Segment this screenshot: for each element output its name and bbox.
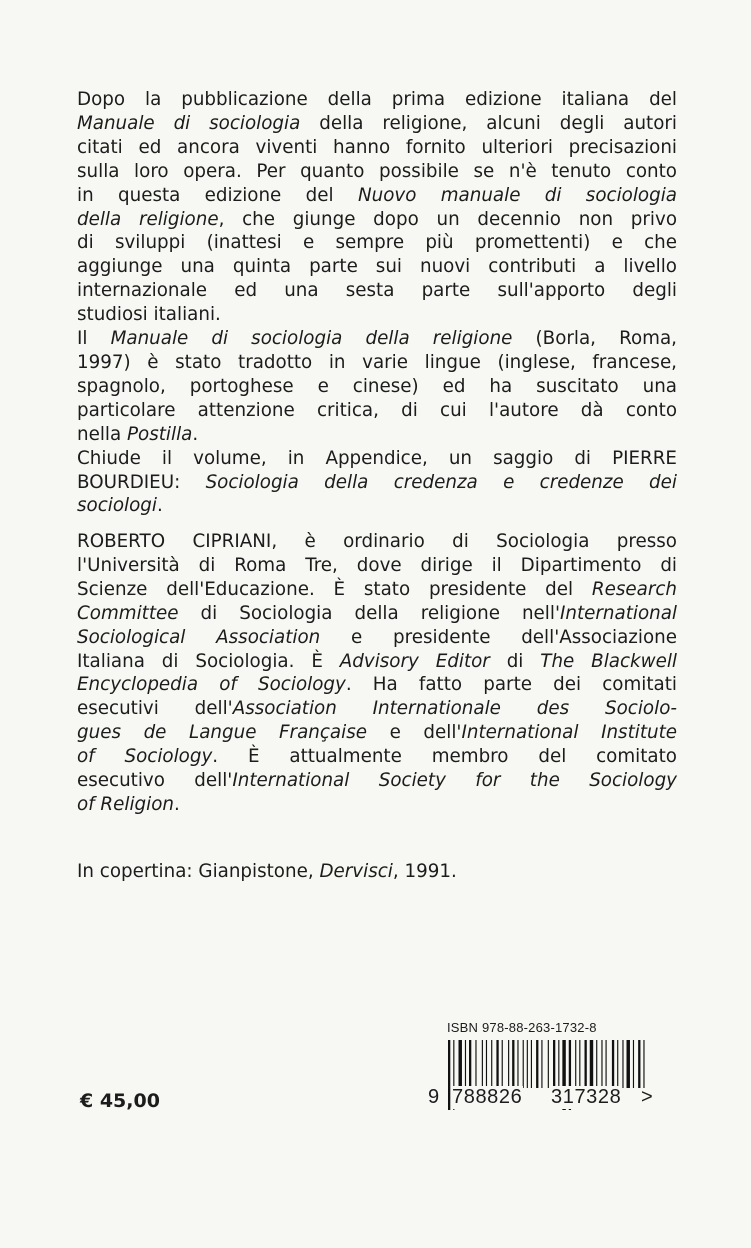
barcode-quiet-zone-marker: >: [641, 1086, 653, 1108]
text-line: [77, 351, 677, 375]
barcode-bar: [596, 1040, 597, 1088]
cover-credit: [77, 860, 677, 884]
text-line: [77, 494, 677, 518]
barcode-bar: [617, 1040, 618, 1088]
text-line: [77, 626, 677, 650]
text-run: BOURDIEU:: [77, 471, 206, 493]
text-line: [77, 112, 677, 136]
text-line: [77, 578, 677, 602]
barcode-bar: [553, 1040, 555, 1088]
italic-text: International: [560, 602, 677, 624]
text-line: [77, 602, 677, 626]
barcode-bar: [585, 1040, 587, 1088]
barcode-bar: [601, 1040, 602, 1088]
barcode-bar: [469, 1040, 471, 1088]
italic-text: Nuovo manuale di sociologia: [357, 184, 677, 206]
text-line: [77, 375, 677, 399]
barcode-bar: [633, 1040, 634, 1088]
text-run: e dell': [366, 722, 462, 744]
barcode-bar: [579, 1040, 580, 1088]
barcode-bar: [459, 1040, 462, 1088]
text-run: della religione, alcuni degli autori: [300, 112, 677, 134]
barcode-bar: [517, 1040, 518, 1088]
barcode-bar: [590, 1040, 593, 1088]
text-line: [77, 554, 677, 578]
barcode-bar: [536, 1040, 538, 1088]
text-run: ROBERTO CIPRIANI, è ordinario di Sociologia presso: [77, 531, 677, 552]
barcode-bar: [496, 1040, 498, 1088]
barcode-bar: [558, 1040, 559, 1088]
text-line: [77, 793, 677, 817]
italic-text: of Sociology: [77, 746, 213, 768]
text-line: [77, 721, 677, 745]
text-line: [77, 769, 677, 793]
italic-text: Manuale di sociologia della religione: [110, 328, 513, 350]
text-line: [77, 697, 677, 721]
italic-text: International Society for the Sociology: [232, 770, 677, 792]
text-line: [77, 745, 677, 769]
barcode-bar: [491, 1040, 492, 1088]
italic-text: Sociological Association: [77, 626, 321, 648]
italic-text: Encyclopedia of Sociology: [77, 674, 346, 696]
text-run: in questa edizione del: [77, 184, 358, 206]
text-run: .: [174, 793, 180, 815]
text-line: [77, 303, 677, 327]
italic-text: Association Internationale des Sociolo-: [232, 698, 677, 720]
barcode-bar: [541, 1040, 542, 1088]
price-label: € 45,00: [80, 1090, 160, 1112]
barcode-bar: [508, 1040, 509, 1088]
text-line: [77, 447, 677, 471]
italic-text: Manuale di sociologia: [77, 112, 301, 134]
barcode-bar: [475, 1040, 476, 1088]
text-run: esecutivo dell': [77, 770, 233, 792]
text-line: [77, 208, 677, 232]
barcode-bar: [482, 1040, 483, 1088]
text-run: Scienze dell'Educazione. È stato presidente del: [77, 578, 592, 600]
italic-text: Committee: [77, 602, 179, 624]
text-line: [77, 184, 677, 208]
barcode-bar: [523, 1040, 524, 1088]
italic-text: Sociologia della credenza e credenze dei: [205, 471, 677, 493]
barcode-bar: [512, 1040, 514, 1088]
text-run: di sviluppi (inattesi e sempre più promettenti) e che: [77, 232, 677, 254]
barcode-digits-left: 788826: [452, 1086, 523, 1108]
author-bio-paragraph: [77, 530, 677, 817]
text-run: sulla loro opera. Per quanto possibile se n'è tenuto conto: [77, 160, 677, 182]
text-line: [77, 423, 677, 447]
barcode-bar: [627, 1040, 630, 1088]
barcode-bar: [622, 1040, 623, 1088]
barcode-bar: [575, 1040, 576, 1088]
italic-text: Dervisci: [319, 861, 393, 882]
text-run: , 1991.: [392, 861, 457, 882]
barcode-bar: [643, 1040, 644, 1088]
italic-text: International Institute: [461, 722, 677, 744]
text-run: studiosi italiani.: [77, 304, 221, 326]
text-line: [77, 860, 677, 884]
barcode-bar: [606, 1040, 607, 1088]
text-run: particolare attenzione critica, di cui l'autore dà conto: [77, 399, 677, 421]
text-run: 1997) è stato tradotto in varie lingue (inglese, francese,: [77, 351, 677, 373]
barcode-bar: [548, 1040, 549, 1088]
text-run: Italiana di Sociologia. È: [77, 650, 340, 672]
text-line: [77, 530, 677, 554]
italic-text: della religione: [77, 208, 219, 230]
barcode-bar: [502, 1040, 503, 1088]
barcode-bar: [486, 1040, 487, 1088]
barcode-digits-right: 317328: [551, 1086, 622, 1108]
barcode-bar: [612, 1040, 614, 1088]
text-run: internazionale ed una sesta parte sull'apporto degli: [77, 280, 677, 302]
text-run: spagnolo, portoghese e cinese) ed ha suscitato una: [77, 375, 677, 397]
text-line: [77, 650, 677, 674]
text-run: In copertina: Gianpistone,: [77, 861, 320, 882]
barcode-bar: [448, 1040, 450, 1110]
text-run: citati ed ancora viventi hanno fornito ulteriori precisazioni: [77, 136, 677, 158]
barcode-bar: [527, 1040, 528, 1088]
text-run: , che giunge dopo un decennio non privo: [218, 208, 677, 230]
text-line: [77, 673, 677, 697]
text-run: . Ha fatto parte dei comitati: [345, 674, 677, 696]
italic-text: The Blackwell: [540, 650, 677, 672]
text-run: Il: [77, 328, 111, 350]
text-run: Chiude il volume, in Appendice, un saggio di PIERRE: [77, 447, 677, 469]
text-run: .: [156, 495, 163, 517]
text-line: [77, 136, 677, 160]
text-line: [77, 231, 677, 255]
text-run: .: [192, 423, 199, 445]
barcode-bar: [531, 1040, 532, 1088]
text-line: [77, 471, 677, 495]
text-run: nella: [77, 423, 128, 445]
italic-text: gues de Langue Française: [77, 722, 367, 744]
text-line: [77, 160, 677, 184]
isbn-label: ISBN 978-88-263-1732-8: [447, 1020, 597, 1035]
text-run: e presidente dell'Associazione: [320, 626, 678, 648]
barcode-bar: [465, 1040, 466, 1088]
barcode-bar: [638, 1040, 640, 1088]
text-line: [77, 399, 677, 423]
text-run: di Sociologia della religione nell': [178, 602, 560, 624]
text-line: [77, 255, 677, 279]
barcode-digit-first: 9: [428, 1086, 440, 1108]
text-run: Dopo la pubblicazione della prima edizione italiana del: [77, 89, 677, 110]
text-line: [77, 327, 677, 351]
text-line: [77, 279, 677, 303]
italic-text: Advisory Editor: [339, 650, 490, 672]
text-run: aggiunge una quinta parte sui nuovi contributi a livello: [77, 256, 677, 278]
text-line: [77, 88, 677, 112]
description-paragraph: [77, 88, 677, 518]
italic-text: of Religion: [77, 793, 174, 815]
text-run: di: [489, 650, 541, 672]
italic-text: sociologi: [77, 495, 157, 517]
italic-text: Research: [591, 578, 677, 600]
text-run: l'Università di Roma Tre, dove dirige il Dipartimento di: [77, 554, 677, 576]
text-run: (Borla, Roma,: [512, 328, 677, 350]
text-run: esecutivi dell': [77, 698, 233, 720]
text-run: . È attualmente membro del comitato: [212, 746, 677, 768]
italic-text: Postilla: [127, 423, 193, 445]
